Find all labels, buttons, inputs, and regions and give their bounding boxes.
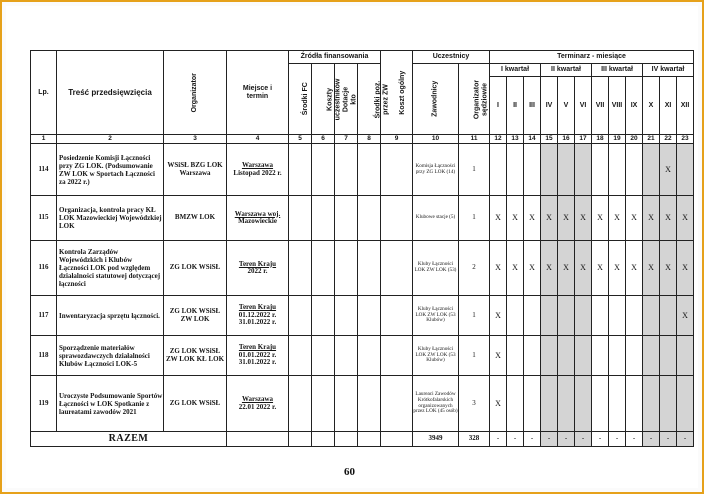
- row-month-mark: X: [677, 196, 694, 241]
- row-empty-cell: [358, 296, 381, 336]
- row-month-mark: [507, 144, 524, 196]
- month-6: VI: [575, 77, 592, 135]
- column-number: 5: [289, 135, 312, 144]
- row-empty-cell: [289, 376, 312, 432]
- header-koszty: [312, 64, 341, 135]
- row-month-mark: X: [626, 196, 643, 241]
- column-number: 2: [57, 135, 164, 144]
- row-month-mark: X: [660, 144, 677, 196]
- razem-dash: -: [677, 432, 694, 447]
- header-koszty-label: Koszty uczestników: [326, 78, 341, 120]
- header-srodki-fc-label: Środki FC: [301, 82, 309, 116]
- row-month-mark: X: [575, 241, 592, 296]
- row-month-mark: X: [626, 241, 643, 296]
- row-empty-cell: [335, 296, 358, 336]
- row-month-mark: X: [490, 241, 507, 296]
- row-month-mark: X: [490, 296, 507, 336]
- row-month-mark: X: [507, 196, 524, 241]
- row-empty-cell: [312, 241, 335, 296]
- month-2: II: [507, 77, 524, 135]
- row-empty-cell: [335, 196, 358, 241]
- row-month-mark: X: [490, 376, 507, 432]
- row-miejsce-place: Teren Kraju: [238, 303, 277, 312]
- row-month-mark: [643, 144, 660, 196]
- row-month-mark: [626, 376, 643, 432]
- table-row: [31, 196, 694, 241]
- row-empty-cell: [335, 241, 358, 296]
- row-month-mark: [592, 376, 609, 432]
- row-empty-cell: [289, 196, 312, 241]
- row-miejsce-date: Mazowieckie: [238, 217, 277, 225]
- row-organizator: ZG LOK WSiSŁ ZW LOK: [164, 296, 227, 336]
- row-miejsce: [227, 336, 289, 376]
- row-tresc: Sporządzenie materiałów sprawozdawczych działalności Klubów Łączności LOK-5: [57, 336, 164, 376]
- row-month-mark: [507, 336, 524, 376]
- row-organizator: BMZW LOK: [164, 196, 227, 241]
- row-tresc: Uroczyste Podsumowanie Sportów Łączności w LOK Spotkanie z laureatami zawodów 2021: [57, 376, 164, 432]
- row-month-mark: [541, 296, 558, 336]
- row-month-mark: X: [609, 196, 626, 241]
- month-8: VIII: [609, 77, 626, 135]
- row-empty-cell: [335, 336, 358, 376]
- header-kwartal-2: II kwartał: [541, 64, 592, 77]
- razem-dash: -: [609, 432, 626, 447]
- column-number: 6: [312, 135, 335, 144]
- row-month-mark: [643, 336, 660, 376]
- row-zawodnicy: Kluby Łączności LOK ZW LOK (53 Klubów): [413, 336, 459, 376]
- row-miejsce: [227, 196, 289, 241]
- month-4: IV: [541, 77, 558, 135]
- razem-dash: -: [660, 432, 677, 447]
- row-lp: 118: [31, 336, 57, 376]
- row-miejsce-date: 01.12.2022 r. 31.01.2022 r.: [238, 310, 277, 327]
- row-miejsce-date: 01.01.2022 r. 31.01.2022 r.: [238, 350, 277, 367]
- row-empty-cell: [358, 144, 381, 196]
- row-zawodnicy: Klubowe stacje (5): [413, 196, 459, 241]
- page-number: 60: [344, 466, 355, 478]
- table-row: [31, 241, 694, 296]
- column-number: 23: [677, 135, 694, 144]
- row-empty-cell: [381, 196, 413, 241]
- row-month-mark: [592, 144, 609, 196]
- row-month-mark: [558, 376, 575, 432]
- row-month-mark: [677, 336, 694, 376]
- row-month-mark: [677, 144, 694, 196]
- header-koszt-label: Koszt ogólny: [399, 70, 407, 115]
- row-miejsce-date: Listopad 2022 r.: [233, 168, 282, 177]
- table-body: [31, 144, 694, 432]
- header-zrodla: Źródła finansowania: [289, 51, 381, 64]
- row-zawodnicy: Kluby Łączności LOK ZW LOK (53): [413, 241, 459, 296]
- header-organizatorzy-label: Organizator sędziowie: [473, 79, 488, 119]
- row-month-mark: X: [643, 241, 660, 296]
- table-row: [31, 144, 694, 196]
- header-miejsce: Miejsce i termin: [227, 51, 289, 135]
- month-12: XII: [677, 77, 694, 135]
- razem-dash: -: [490, 432, 507, 447]
- header-kwartal-3: III kwartał: [592, 64, 643, 77]
- row-empty-cell: [335, 376, 358, 432]
- row-month-mark: X: [643, 196, 660, 241]
- row-month-mark: X: [541, 196, 558, 241]
- row-miejsce-place: Warszawa woj.: [234, 209, 281, 218]
- row-lp: 117: [31, 296, 57, 336]
- column-number: 13: [507, 135, 524, 144]
- razem-dash: -: [541, 432, 558, 447]
- razem-dash: -: [592, 432, 609, 447]
- header-zawodnicy-label: Zawodnicy: [431, 80, 439, 118]
- row-empty-cell: [312, 336, 335, 376]
- row-miejsce: [227, 241, 289, 296]
- header-lp: Lp.: [31, 51, 57, 135]
- row-month-mark: [660, 376, 677, 432]
- row-empty-cell: [289, 241, 312, 296]
- header-srodki-fc: [289, 64, 312, 135]
- row-empty-cell: [312, 296, 335, 336]
- row-tresc: Inwentaryzacja sprzętu łączności.: [57, 296, 164, 336]
- row-month-mark: X: [660, 196, 677, 241]
- razem-row: [31, 432, 694, 447]
- row-month-mark: [524, 336, 541, 376]
- row-month-mark: [592, 296, 609, 336]
- month-3: III: [524, 77, 541, 135]
- row-month-mark: [626, 296, 643, 336]
- row-lp: 115: [31, 196, 57, 241]
- header-uczestnicy: Uczestnicy: [413, 51, 490, 64]
- row-month-mark: X: [541, 241, 558, 296]
- column-number: 11: [459, 135, 490, 144]
- header-organizator-label: Organizator: [191, 72, 199, 113]
- column-number: 7: [335, 135, 358, 144]
- plan-table: [30, 50, 694, 447]
- header-terminarz: Terminarz - miesiące: [490, 51, 694, 64]
- column-number: 9: [381, 135, 413, 144]
- row-month-mark: X: [677, 296, 694, 336]
- column-number: 10: [413, 135, 459, 144]
- row-month-mark: X: [592, 241, 609, 296]
- row-month-mark: [558, 144, 575, 196]
- row-month-mark: [677, 376, 694, 432]
- header-kwartal-4: IV kwartał: [643, 64, 694, 77]
- table-row: [31, 296, 694, 336]
- row-month-mark: [592, 336, 609, 376]
- row-month-mark: X: [592, 196, 609, 241]
- row-organizatorzy: 2: [459, 241, 490, 296]
- row-month-mark: X: [575, 196, 592, 241]
- row-miejsce: [227, 296, 289, 336]
- row-month-mark: [626, 144, 643, 196]
- row-lp: 114: [31, 144, 57, 196]
- row-month-mark: X: [524, 241, 541, 296]
- row-month-mark: [609, 336, 626, 376]
- column-number: 15: [541, 135, 558, 144]
- month-1: I: [490, 77, 507, 135]
- row-tresc: Posiedzenie Komisji Łączności przy ZG LOK. (Podsumowanie ZW LOK w Sportach Łączności za 2022 r.): [57, 144, 164, 196]
- row-month-mark: [575, 376, 592, 432]
- column-number: 4: [227, 135, 289, 144]
- month-9: IX: [626, 77, 643, 135]
- header-kwartal-1: I kwartał: [490, 64, 541, 77]
- razem-dash: -: [643, 432, 660, 447]
- column-number: 22: [660, 135, 677, 144]
- razem-label: RAZEM: [31, 432, 227, 447]
- row-month-mark: X: [660, 241, 677, 296]
- row-empty-cell: [289, 296, 312, 336]
- row-month-mark: [524, 144, 541, 196]
- razem-dash: -: [575, 432, 592, 447]
- row-miejsce: [227, 144, 289, 196]
- row-tresc: Kontrola Zarządów Wojewódzkich i Klubów Łączności LOK pod względem działalności statutowej dotyczącej łączności: [57, 241, 164, 296]
- row-month-mark: [507, 296, 524, 336]
- row-empty-cell: [335, 144, 358, 196]
- row-empty-cell: [312, 376, 335, 432]
- row-empty-cell: [289, 336, 312, 376]
- month-5: V: [558, 77, 575, 135]
- row-month-mark: X: [490, 336, 507, 376]
- table-row: [31, 376, 694, 432]
- row-month-mark: X: [524, 196, 541, 241]
- row-organizator: ZG LOK WSiSŁ: [164, 241, 227, 296]
- row-organizator: WSiSŁ BZG LOK Warszawa: [164, 144, 227, 196]
- row-empty-cell: [358, 196, 381, 241]
- row-miejsce-place: Warszawa: [241, 395, 274, 403]
- row-month-mark: X: [558, 196, 575, 241]
- row-organizator: ZG LOK WSiSŁ: [164, 376, 227, 432]
- row-month-mark: [507, 376, 524, 432]
- header-tresc: Treść przedsięwzięcia: [57, 51, 164, 135]
- razem-dash: -: [626, 432, 643, 447]
- row-month-mark: X: [677, 241, 694, 296]
- row-month-mark: X: [490, 196, 507, 241]
- row-zawodnicy: Laureaci Zawodów Krótkofalarskich organizowanych przez LOK (45 osób): [413, 376, 459, 432]
- row-miejsce-place: Teren Kraju: [238, 259, 277, 268]
- header-organizatorzy: [459, 64, 490, 135]
- header-srodki-poz-label: Środki poz. przez ZW: [374, 80, 389, 118]
- row-miejsce-date: 2022 r.: [247, 267, 268, 275]
- row-month-mark: [575, 336, 592, 376]
- header-zawodnicy: [413, 64, 459, 135]
- razem-dash: -: [558, 432, 575, 447]
- row-month-mark: [575, 144, 592, 196]
- row-empty-cell: [381, 296, 413, 336]
- row-month-mark: [626, 336, 643, 376]
- row-zawodnicy: Komisja Łączności przy ZG LOK (14): [413, 144, 459, 196]
- row-month-mark: [541, 376, 558, 432]
- row-month-mark: [660, 296, 677, 336]
- row-month-mark: [524, 296, 541, 336]
- row-month-mark: [660, 336, 677, 376]
- row-empty-cell: [312, 144, 335, 196]
- row-organizatorzy: 1: [459, 144, 490, 196]
- row-empty-cell: [381, 336, 413, 376]
- razem-dash: -: [524, 432, 541, 447]
- header-srodki-poz: [358, 64, 389, 135]
- row-empty-cell: [381, 144, 413, 196]
- row-month-mark: X: [558, 241, 575, 296]
- row-miejsce: [227, 376, 289, 432]
- row-month-mark: [524, 376, 541, 432]
- row-month-mark: [609, 144, 626, 196]
- row-month-mark: [558, 296, 575, 336]
- row-organizatorzy: 1: [459, 196, 490, 241]
- row-lp: 116: [31, 241, 57, 296]
- header-organizator: [164, 51, 227, 135]
- column-number: 18: [592, 135, 609, 144]
- row-month-mark: [609, 376, 626, 432]
- column-number: 20: [626, 135, 643, 144]
- row-month-mark: X: [609, 241, 626, 296]
- column-number: 16: [558, 135, 575, 144]
- row-month-mark: [643, 296, 660, 336]
- month-7: VII: [592, 77, 609, 135]
- row-month-mark: [609, 296, 626, 336]
- column-number: 8: [358, 135, 381, 144]
- row-month-mark: [575, 296, 592, 336]
- month-11: XI: [660, 77, 677, 135]
- month-10: X: [643, 77, 660, 135]
- row-empty-cell: [358, 241, 381, 296]
- column-number-row: [31, 135, 694, 144]
- row-month-mark: [643, 376, 660, 432]
- row-lp: 119: [31, 376, 57, 432]
- column-number: 12: [490, 135, 507, 144]
- row-organizatorzy: 1: [459, 296, 490, 336]
- row-empty-cell: [358, 376, 381, 432]
- row-empty-cell: [358, 336, 381, 376]
- row-month-mark: [541, 336, 558, 376]
- column-number: 17: [575, 135, 592, 144]
- razem-organizatorzy: 328: [459, 432, 490, 447]
- row-miejsce-place: Warszawa: [241, 161, 274, 169]
- row-organizatorzy: 3: [459, 376, 490, 432]
- razem-zawodnicy: 3949: [413, 432, 459, 447]
- row-miejsce-date: 22.01 2022 r.: [238, 402, 277, 411]
- row-empty-cell: [381, 241, 413, 296]
- row-empty-cell: [381, 376, 413, 432]
- row-zawodnicy: Kluby Łączności LOK ZW LOK (53 Klubów): [413, 296, 459, 336]
- row-empty-cell: [312, 196, 335, 241]
- row-month-mark: [541, 144, 558, 196]
- row-organizator: ZG LOK WSiSŁ ZW LOK KŁ LOK: [164, 336, 227, 376]
- column-number: 19: [609, 135, 626, 144]
- row-miejsce-place: Teren Kraju: [238, 343, 277, 352]
- row-month-mark: [558, 336, 575, 376]
- row-month-mark: [490, 144, 507, 196]
- row-organizatorzy: 1: [459, 336, 490, 376]
- table-row: [31, 336, 694, 376]
- row-empty-cell: [289, 144, 312, 196]
- column-number: 14: [524, 135, 541, 144]
- column-number: 1: [31, 135, 57, 144]
- row-tresc: Organizacja, kontrola pracy KŁ LOK Mazowieckiej Wojewódzkiej LOK: [57, 196, 164, 241]
- row-month-mark: X: [507, 241, 524, 296]
- column-number: 3: [164, 135, 227, 144]
- razem-dash: -: [507, 432, 524, 447]
- header-dotacje-label: Dotacje kto: [342, 86, 357, 112]
- column-number: 21: [643, 135, 660, 144]
